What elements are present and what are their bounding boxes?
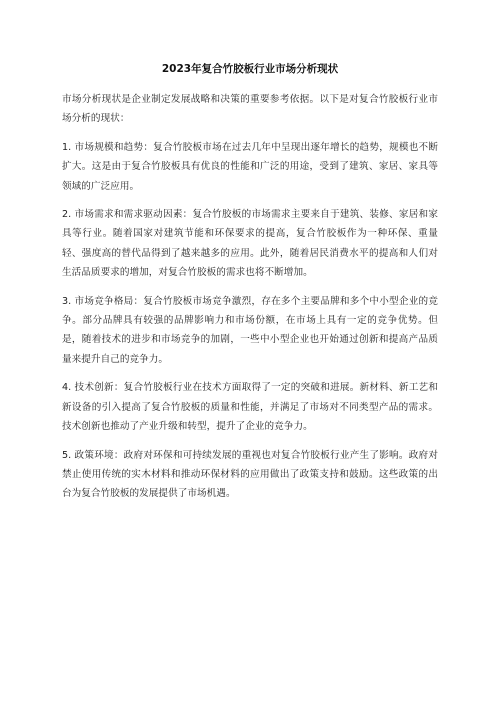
section-paragraph-1: 1. 市场规模和趋势：复合竹胶板市场在过去几年中呈现出逐年增长的趋势，规模也不断扩大。这是由于复合竹胶板具有优良的性能和广泛的用途，受到了建筑、家居、家具等领域的广泛应用。 bbox=[62, 141, 438, 192]
section-paragraph-3: 3. 市场竞争格局：复合竹胶板市场竞争激烈，存在多个主要品牌和多个中小型企业的竞争。部分品牌具有较强的品牌影响力和市场份额，在市场上具有一定的竞争优势。但是，随着技术的进步和市场竞争的加剧，一些中小型企业也开始通过创新和提高产品质量来提升自己的竞争力。 bbox=[62, 295, 438, 365]
section-paragraph-4: 4. 技术创新：复合竹胶板行业在技术方面取得了一定的突破和进展。新材料、新工艺和新设备的引入提高了复合竹胶板的质量和性能，并满足了市场对不同类型产品的需求。技术创新也推动了产业升级和转型，提升了企业的竞争力。 bbox=[62, 382, 438, 433]
section-paragraph-5: 5. 政策环境：政府对环保和可持续发展的重视也对复合竹胶板行业产生了影响。政府对禁止使用传统的实木材料和推动环保材料的应用做出了政策支持和鼓励。这些政策的出台为复合竹胶板的发展提供了市场机遇。 bbox=[62, 449, 438, 500]
section-paragraph-2: 2. 市场需求和需求驱动因素：复合竹胶板的市场需求主要来自于建筑、装修、家居和家具等行业。随着国家对建筑节能和环保要求的提高，复合竹胶板作为一种环保、重量轻、强度高的替代品得到了越来越多的应用。此外，随着居民消费水平的提高和人们对生活品质要求的增加，对复合竹胶板的需求也将不断增加。 bbox=[62, 209, 438, 279]
intro-paragraph: 市场分析现状是企业制定发展战略和决策的重要参考依据。以下是对复合竹胶板行业市场分析的现状： bbox=[62, 94, 438, 125]
document-title: 2023年复合竹胶板行业市场分析现状 bbox=[161, 63, 339, 75]
